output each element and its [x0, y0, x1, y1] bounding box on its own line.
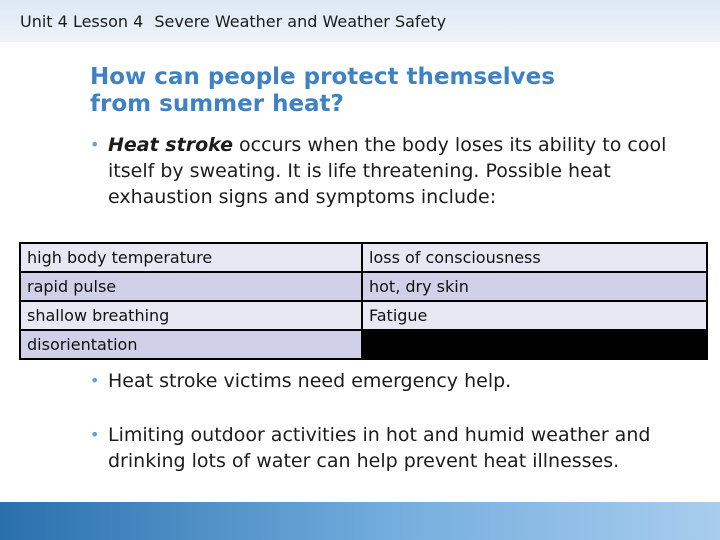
slide-title	[90, 64, 690, 118]
header-unit: Unit 4	[20, 12, 68, 31]
slide-title-line-1: How can people protect themselves	[90, 64, 555, 90]
header-topic: Severe Weather and Weather Safety	[154, 12, 447, 31]
bullet-prevention: • Limiting outdoor activities in hot and humid weather and drinking lots of water can help prevent heat illnesses.	[90, 422, 668, 474]
slide-title-line-2: from summer heat?	[90, 91, 344, 117]
bullet-text: occurs when the body loses its ability to cool itself by sweating. It is life threatening. Possible heat exhaustion signs and symptoms include:	[108, 134, 667, 208]
slide-header	[20, 12, 446, 31]
bullet-emergency: • Heat stroke victims need emergency help.	[90, 368, 708, 394]
symptoms-table	[19, 242, 708, 360]
table-cell: high body temperature	[20, 243, 362, 272]
table-cell: Fatigue	[362, 301, 707, 330]
header-lesson: Lesson 4	[72, 12, 144, 31]
table-row	[20, 243, 707, 272]
table-cell-blank	[362, 330, 707, 359]
table-cell: loss of consciousness	[362, 243, 707, 272]
slide-footer-bar	[0, 502, 720, 540]
table-row	[20, 301, 707, 330]
table-cell: disorientation	[20, 330, 362, 359]
slide-header-bar	[0, 0, 720, 42]
table-cell: hot, dry skin	[362, 272, 707, 301]
bullet-heat-stroke	[90, 132, 708, 210]
bullet-term: Heat stroke	[108, 134, 233, 156]
table-row	[20, 330, 707, 359]
table-row	[20, 272, 707, 301]
table-cell: shallow breathing	[20, 301, 362, 330]
table-cell: rapid pulse	[20, 272, 362, 301]
